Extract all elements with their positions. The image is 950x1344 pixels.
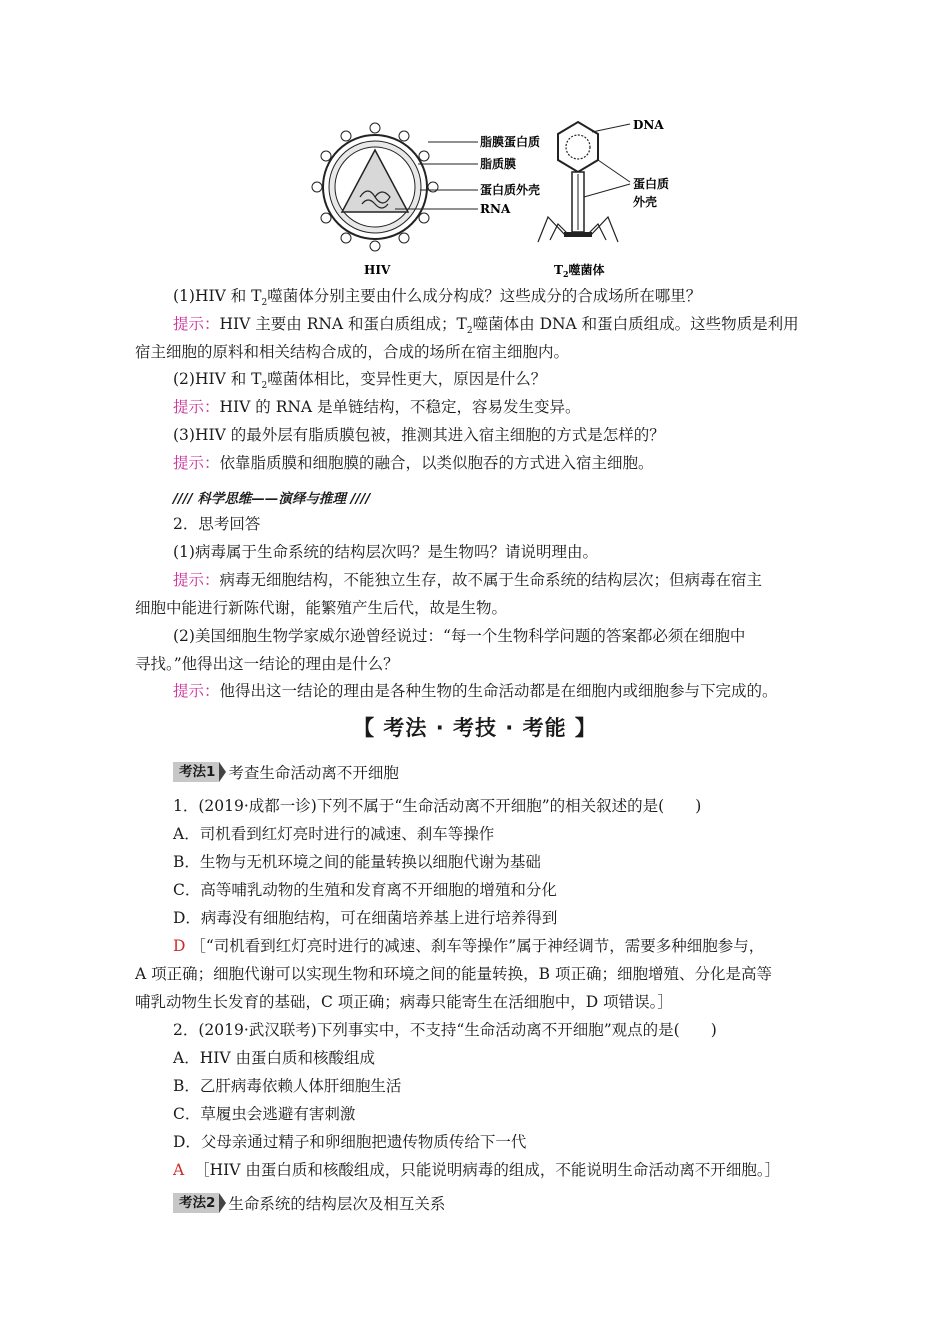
kaofa-2-text: 生命系统的结构层次及相互关系 <box>228 1195 446 1213</box>
kaofa-1-text: 考查生命活动离不开细胞 <box>228 764 399 782</box>
exercise-2-explanation: A ［HIV 由蛋白质和核酸组成，只能说明病毒的组成，不能说明生命活动离不开细胞。］ <box>173 1161 781 1179</box>
exercise-2-option-a: A．HIV 由蛋白质和核酸组成 <box>173 1049 375 1067</box>
hiv-label-rna: RNA <box>480 202 511 216</box>
exercise-1-explanation-cont-2: 哺乳动物生长发育的基础，C 项正确；病毒只能寄生在活细胞中，D 项错误。］ <box>135 993 673 1011</box>
hint-label: 提示： <box>173 682 220 700</box>
hiv-label-capsid: 蛋白质外壳 <box>480 183 541 197</box>
exercise-2-option-b: B．乙肝病毒依赖人体肝细胞生活 <box>173 1077 402 1095</box>
t2-label-shell: 外壳 <box>633 195 658 209</box>
kaofa-1-heading <box>173 761 399 783</box>
t2-label-dna: DNA <box>633 118 664 132</box>
kaofa-2-heading <box>173 1192 445 1214</box>
hiv-caption: HIV <box>364 263 391 277</box>
think-question-2-hint: 提示：他得出这一结论的理由是各种生物的生命活动都是在细胞内或细胞参与下完成的。 <box>173 682 778 700</box>
exercise-1-stem: 1．(2019·成都一诊)下列不属于“生命活动离不开细胞”的相关叙述的是( ) <box>173 797 702 815</box>
question-3-hint: 提示：依靠脂质膜和细胞膜的融合，以类似胞吞的方式进入宿主细胞。 <box>173 454 654 472</box>
tag-arrow-icon <box>219 1193 226 1213</box>
think-title: 2．思考回答 <box>173 515 261 533</box>
hiv-label-lipid-membrane: 脂质膜 <box>480 157 517 171</box>
think-question-1: (1)病毒属于生命系统的结构层次吗？是生物吗？请说明理由。 <box>173 543 598 561</box>
exercise-1-option-d: D．病毒没有细胞结构，可在细菌培养基上进行培养得到 <box>173 909 558 927</box>
question-1-hint-cont: 宿主细胞的原料和相关结构合成的，合成的场所在宿主细胞内。 <box>135 343 570 361</box>
think-question-1-hint-cont: 细胞中能进行新陈代谢，能繁殖产生后代，故是生物。 <box>135 599 508 617</box>
exercise-1-option-a: A．司机看到红灯亮时进行的减速、刹车等操作 <box>173 825 495 843</box>
exercise-1-explanation-cont-1: A 项正确；细胞代谢可以实现生物和环境之间的能量转换，B 项正确；细胞增殖、分化是高等 <box>135 965 772 983</box>
answer-letter: D <box>173 937 186 955</box>
question-3: (3)HIV 的最外层有脂质膜包被，推测其进入宿主细胞的方式是怎样的？ <box>173 426 665 444</box>
answer-letter: A <box>173 1161 185 1179</box>
tag-arrow-icon <box>219 762 226 782</box>
hiv-diagram <box>312 123 540 277</box>
question-2-hint: 提示：HIV 的 RNA 是单链结构，不稳定，容易发生变异。 <box>173 398 581 416</box>
section-title: 【 考法 · 考技 · 考能 】 <box>353 716 597 740</box>
question-1: (1)HIV 和 $T_2$噬菌体分别主要由什么成分构成？这些成分的合成场所在哪里？ <box>173 287 702 309</box>
exercise-1-option-b: B．生物与无机环境之间的能量转换以细胞代谢为基础 <box>173 853 541 871</box>
hint-label: 提示： <box>173 571 220 589</box>
t2-label-protein: 蛋白质 <box>633 177 670 191</box>
t2-phage-diagram <box>538 118 669 279</box>
hint-label: 提示： <box>173 398 220 416</box>
exercise-1-explanation: D ［“司机看到红灯亮时进行的减速、刹车等操作”属于神经调节，需要多种细胞参与， <box>173 937 765 955</box>
kaofa-2-tag: 考法2 <box>173 1193 219 1213</box>
think-question-1-hint: 提示：病毒无细胞结构，不能独立生存，故不属于生命系统的结构层次；但病毒在宿主 <box>173 571 763 589</box>
exercise-1-option-c: C．高等哺乳动物的生殖和发育离不开细胞的增殖和分化 <box>173 881 557 899</box>
think-question-2-cont: 寻找。”他得出这一结论的理由是什么？ <box>135 655 399 673</box>
think-question-2: (2)美国细胞生物学家威尔逊曾经说过：“每一个生物科学问题的答案都必须在细胞中 <box>173 627 746 645</box>
t2-caption: $T_2$噬菌体 <box>554 263 605 279</box>
exercise-2-stem: 2．(2019·武汉联考)下列事实中，不支持“生命活动离不开细胞”观点的是( ) <box>173 1021 717 1039</box>
hiv-label-lipid-protein: 脂膜蛋白质 <box>480 135 541 149</box>
question-2: (2)HIV 和 $T_2$噬菌体相比，变异性更大，原因是什么？ <box>173 370 547 392</box>
exercise-2-option-c: C．草履虫会逃避有害刺激 <box>173 1105 356 1123</box>
hint-label: 提示： <box>173 315 220 333</box>
kaofa-1-tag: 考法1 <box>173 762 219 782</box>
virus-structure-figure <box>300 112 720 282</box>
exercise-2-option-d: D．父母亲通过精子和卵细胞把遗传物质传给下一代 <box>173 1133 527 1151</box>
question-1-hint: 提示：HIV 主要由 RNA 和蛋白质组成；$T_2$噬菌体由 DNA 和蛋白质组成。这些物质是利用 <box>173 315 799 337</box>
hint-label: 提示： <box>173 454 220 472</box>
subsection-heading: //// 科学思维——演绎与推理 //// <box>173 491 371 507</box>
